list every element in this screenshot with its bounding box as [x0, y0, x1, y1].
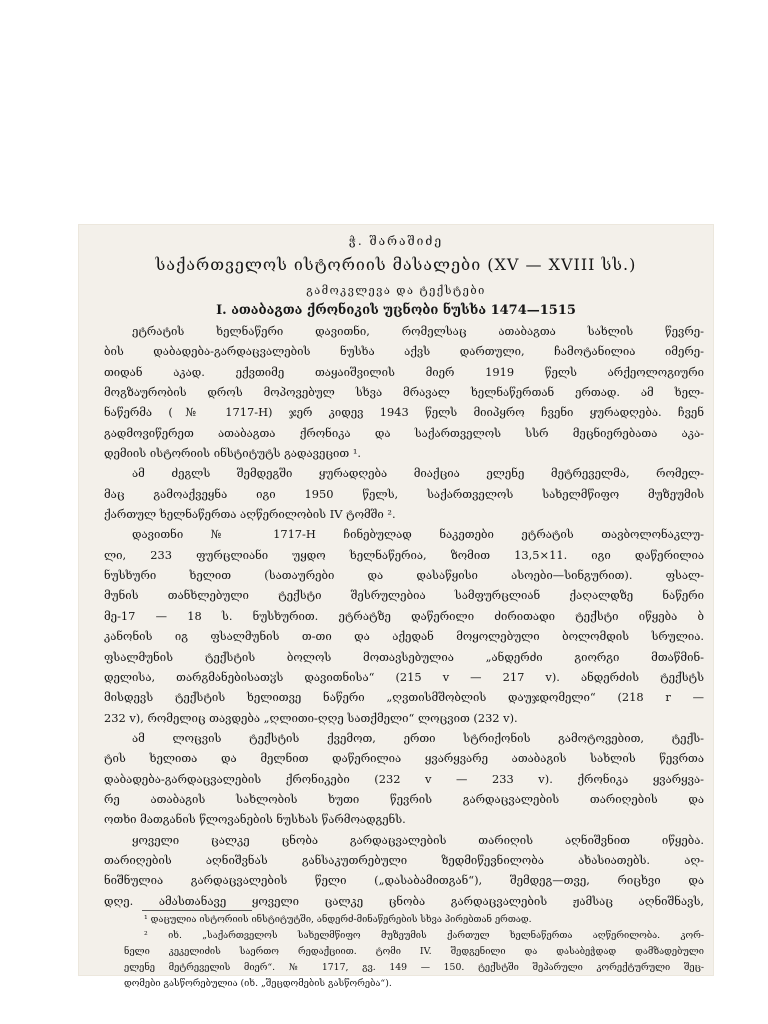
- text-line: თარიღების აღნიშვნას განსაკუთრებული ზედმიწევნილობა ახასიათებს. აღ-: [104, 852, 704, 867]
- text-line: მე-17 — 18 ს. ნუსხურით. ეტრატზე დაწერილი ძირითადი ტექსტი იწყება ბ: [104, 608, 704, 623]
- text-line: ლი, 233 ფურცლიანი უყდო ხელნაწერია, ზომით 13,5×11. იგი დაწერილია: [104, 547, 704, 562]
- text-line: ბის დაბადება-გარდაცვალების ნუსხა აქვს დართული, ჩამოტანილია იმერე-: [104, 344, 704, 359]
- document-title: საქართველოს ისტორიის მასალები (XV — XVIII სს.): [155, 255, 637, 274]
- text-line: ფსალმუნის ტექსტის ბოლოს მოთავსებულია „ანდერძი გიორგი მთაწმინ-: [104, 649, 704, 664]
- text-line: ნუსხური ხელით (სათაურები და დასაწყისი ასოები—სინგურით). ფსალ-: [104, 568, 704, 583]
- text-line: მისდევს ტექსტის ხელითვე ნაწერი „ღვთისმშობლის დაუჯდომელი“ (218 r —: [104, 690, 704, 705]
- text-line: ტის ხელითა და მელნით დაწერილია ყვარყვარე ათაბაგის სახლის წევრთა: [104, 751, 704, 766]
- scanned-page: [78, 224, 714, 989]
- author-name: ჭ. შარაშიძე: [348, 234, 444, 248]
- text-line: ყოველი ცალკე ცნობა გარდაცვალების თარიღის აღნიშვნით იწყება.: [132, 832, 704, 847]
- footnote-divider: [142, 910, 252, 911]
- footnote-line: ¹ დაცულია ისტორიის ინსტიტუტში, ანდერძ-მინაწერების სხვა პირებთან ერთად.: [144, 914, 532, 925]
- footnote-line: ² იხ. „საქართველოს სახელმწიფო მუზეუმის ქართულ ხელნაწერთა აღწერილობა. კორ-: [144, 930, 704, 941]
- footnote-line: ელენე მეტრეველის მიერ“. № 1717, გვ. 149 — 150. ტექსტში შეპარული კორექტურული შეც-: [124, 962, 704, 973]
- footnote-line: ნელი კეკელიძის საერთო რედაქციით. ტომი IV. შედგენილი და დასაბეჭდად დამზადებული: [124, 946, 704, 957]
- text-line: ოთხი მათგანის წლოვანების ნუსხას წარმოადგენს.: [104, 812, 406, 827]
- text-line: დემიის ისტორიის ინსტიტუტს გადავეცით ¹.: [104, 446, 362, 461]
- text-line: რე ათაბაგის სახლობის ხუთი წევრის გარდაცვალების თარიღების და: [104, 791, 704, 806]
- text-line: მაც გამოაქვეყნა იგი 1950 წელს, საქართველოს სახელმწიფო მუზეუმის: [104, 486, 704, 501]
- document-subtitle: გამოკვლევა და ტექსტები: [306, 284, 486, 297]
- text-line: 232 v), რომელიც თავდება „ღლითი-ღღე სათქმელი“ ლოცვით (232 v).: [104, 710, 518, 725]
- text-line: ამ ლოცვის ტექსტის ქვემოთ, ერთი სტრიქონის გამოტოვებით, ტექს-: [132, 730, 704, 745]
- footnote-line: დომები გასწორებულია (იხ. „შეცდომების გასწორება“).: [124, 978, 392, 989]
- footnotes: [104, 912, 704, 992]
- text-line: ნაწერმა (№ 1717-H) ჯერ კიდევ 1943 წელს მიიპყრო ჩვენი ყურადღება. ჩვენ: [104, 405, 704, 420]
- text-line: ქართულ ხელნაწერთა აღწერილობის IV ტომში ².: [104, 507, 396, 522]
- text-line: დაბადება-გარდაცვალების ქრონიკები (232 v — 233 v). ქრონიკა ყვარყვა-: [104, 771, 704, 786]
- text-line: მუნის თანხლებული ტექსტი შესრულებია სამფურცლიან ქაღალდზე ნაწერი: [104, 588, 704, 603]
- text-line: დელისა, თარგმანებისათჳს დავითნისა“ (215 v — 217 v). ანდერძის ტექსტს: [104, 669, 704, 684]
- body-text: [104, 321, 704, 911]
- text-line: კანონის იგ ფსალმუნის თ-თი და აქედან მოყოლებული ბოლომდის სრულია.: [104, 629, 704, 644]
- text-line: ეტრატის ხელნაწერი დავითნი, რომელსაც ათაბაგთა სახლის წევრე-: [132, 324, 704, 338]
- text-line: თიდან აკად. ექვთიმე თაყაიშვილის მიერ 1919 წელს არქეოლოგიური: [104, 364, 704, 379]
- text-line: დღე. ამასთანავე ყოველი ცალკე ცნობა გარდაცვალების ჟამსაც აღნიშნავს,: [104, 893, 704, 908]
- text-line: დავითნი № 1717-H ჩინებულად ნაკეთები ეტრატის თავბოლონაკლუ-: [132, 527, 704, 542]
- text-line: ნიშნულია გარდაცვალების წელი („დასაბამითგან“), შემდეგ—თვე, რიცხვი და: [104, 873, 704, 888]
- section-title: I. ათაბაგთა ქრონიკის უცნობი ნუსხა 1474—1515: [216, 303, 576, 318]
- text-line: მოგზაურობის დროს მოპოვებულ სხვა მრავალ ხელნაწერთან ერთად. ამ ხელ-: [104, 385, 704, 400]
- text-line: ამ ძეგლს შემდეგში ყურადღება მიაქცია ელენე მეტრეველმა, რომელ-: [132, 466, 704, 481]
- text-line: გადმოვიწერეთ ათაბაგთა ქრონიკა და საქართველოს სსრ მეცნიერებათა აკა-: [104, 425, 704, 440]
